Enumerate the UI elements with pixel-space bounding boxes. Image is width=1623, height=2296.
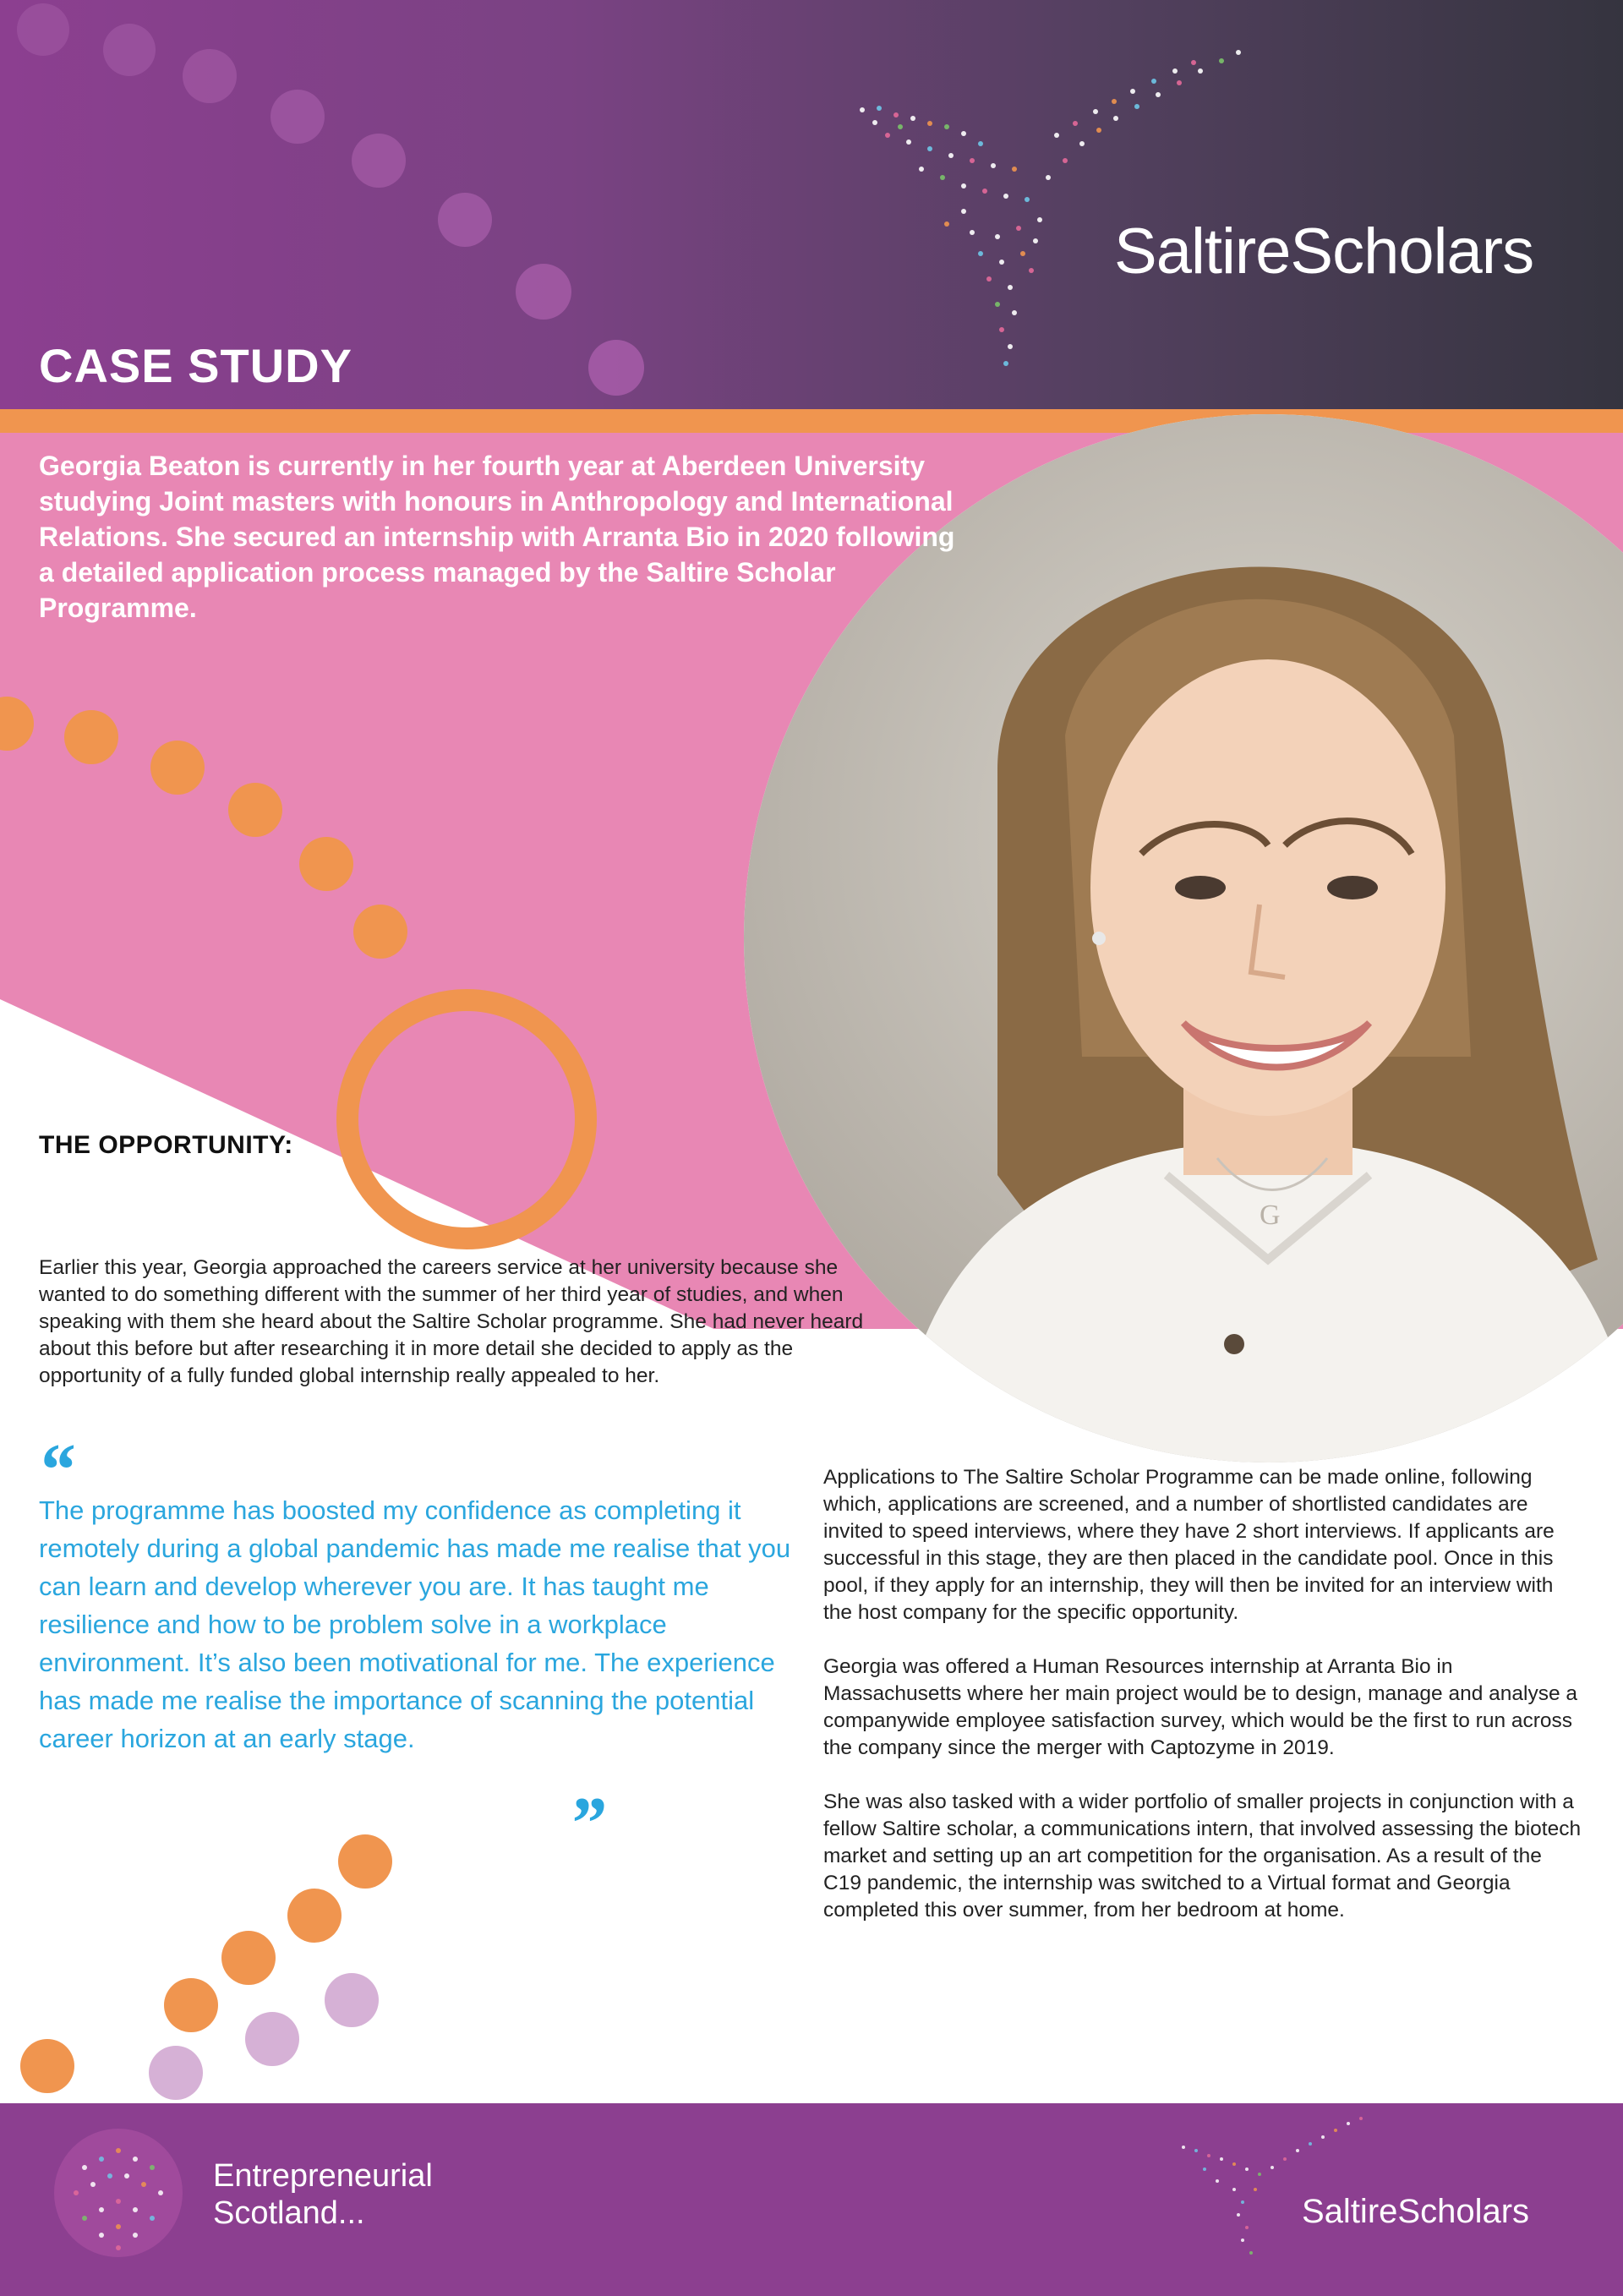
intro-paragraph: Georgia Beaton is currently in her fourth year at Aberdeen University studying Joint masters with honours in Anthropology and International Relations. She secured an internship with Arranta Bio in 2020 following a detailed application process managed by the Saltire Scholar Programme. <box>39 451 955 623</box>
case-study-title: CASE STUDY <box>39 339 352 392</box>
quote-close-mark: ” <box>568 1783 605 1865</box>
decorative-dot <box>299 837 353 891</box>
decorative-dot <box>221 1931 276 1985</box>
header-dot <box>516 264 571 320</box>
quote-open-mark: “ <box>37 1430 74 1512</box>
decorative-dot <box>325 1973 379 2027</box>
decorative-dot <box>150 741 205 795</box>
decorative-dot <box>245 2012 299 2066</box>
decorative-dot <box>338 1834 392 1889</box>
header-dot <box>103 24 156 76</box>
entrepreneurial-scotland-logo <box>51 2125 186 2260</box>
decorative-dot <box>228 783 282 837</box>
saltire-scholars-wordmark: SaltireScholars <box>1114 216 1534 287</box>
decorative-dot <box>353 905 407 959</box>
orange-ring-decoration <box>336 989 597 1249</box>
body-paragraph: Applications to The Saltire Scholar Programme can be made online, following which, applications are screened, and a number of shortlisted candidates are invited to speed interviews, where they have 2 short interviews. If applicants are successful in this stage, they are then placed in the candidate pool. Once in this pool, if they apply for an internship, they will then be invited for an interview with the host company for the specific opportunity. <box>823 1466 1555 1624</box>
decorative-dot <box>164 1978 218 2032</box>
header-dot <box>270 90 325 144</box>
body-paragraph: She was also tasked with a wider portfolio of smaller projects in conjunction with a fellow Saltire scholar, a communications intern, that involved assessing the biotech market and setting up an art competition for the organisation. As a result of the C19 pandemic, the internship was switched to a Virtual format and Georgia completed this over summer, from her bedroom at home. <box>823 1790 1582 1922</box>
header-dot <box>183 49 237 103</box>
header-dot <box>588 340 644 396</box>
decorative-dot <box>64 710 118 764</box>
body-paragraph: Georgia was offered a Human Resources internship at Arranta Bio in Massachusetts where her main project would be to design, manage and analyse a companywide employee satisfaction survey, which would be the first to run across the company since the merger with Captozyme in 2019. <box>823 1655 1578 1759</box>
header-dot <box>17 3 69 56</box>
footer-saltire-bird-logo <box>1175 2113 1378 2257</box>
footer-saltire-scholars-wordmark: SaltireScholars <box>1302 2193 1530 2230</box>
entrepreneurial-scotland-wordmark: Entrepreneurial Scotland... <box>213 2158 433 2231</box>
svg-text:G: G <box>1260 1200 1281 1231</box>
opportunity-heading: THE OPPORTUNITY: <box>39 1131 293 1159</box>
decorative-dot <box>20 2039 74 2093</box>
opportunity-paragraph: Earlier this year, Georgia approached the careers service at her university because she wanted to do something different with the summer of her third year of studies, and when speaking with them she heard about the Saltire Scholar programme. She had never heard about this before but after researching it in more detail she decided to apply as the opportunity of a fully funded global internship really appealed to her. <box>39 1256 864 1387</box>
saltire-bird-logo <box>845 42 1251 372</box>
body-text-column <box>823 1464 1584 1951</box>
decorative-dot <box>287 1889 342 1943</box>
testimonial-quote: The programme has boosted my confidence as completing it remotely during a global pandemic has made me realise that you can learn and develop wherever you are. It has taught me resilience and how to be problem solve in a workplace environment. It’s also been motivational for me. The experience has made me realise the importance of scanning the potential career horizon at an early stage. <box>39 1495 791 1753</box>
header-dot <box>352 134 406 188</box>
decorative-dot <box>149 2046 203 2100</box>
header-dot <box>438 193 492 247</box>
